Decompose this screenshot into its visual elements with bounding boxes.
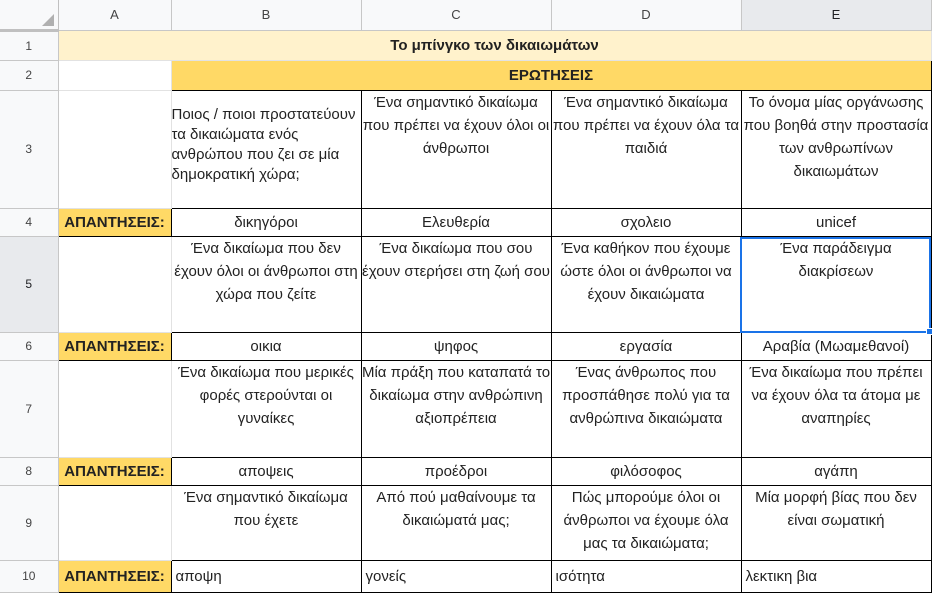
row-header-1[interactable]: 1: [0, 30, 58, 60]
column-header-d[interactable]: D: [551, 0, 741, 30]
corner-triangle-icon: [42, 14, 54, 26]
cell-a9[interactable]: [58, 485, 171, 560]
question-cell[interactable]: Ένα δικαίωμα που μερικές φορές στερούνται οι γυναίκες: [171, 360, 361, 457]
column-header-c[interactable]: C: [361, 0, 551, 30]
answer-cell[interactable]: σχολειο: [551, 208, 741, 236]
question-cell[interactable]: Από πού μαθαίνουμε τα δικαιώματά μας;: [361, 485, 551, 560]
answers-label-cell[interactable]: ΑΠΑΝΤΗΣΕΙΣ:: [58, 208, 171, 236]
row-header-5[interactable]: 5: [0, 236, 58, 332]
cell-a3[interactable]: [58, 90, 171, 208]
answer-cell[interactable]: unicef: [741, 208, 931, 236]
answers-label-cell[interactable]: ΑΠΑΝΤΗΣΕΙΣ:: [58, 560, 171, 592]
answers-label-cell[interactable]: ΑΠΑΝΤΗΣΕΙΣ:: [58, 332, 171, 360]
answer-cell[interactable]: Αραβία (Μωαμεθανοί): [741, 332, 931, 360]
question-cell[interactable]: Ποιος / ποιοι προστατεύουν τα δικαιώματα ενός ανθρώπου που ζει σε μία δημοκρατική χώρα;: [171, 90, 361, 208]
answer-cell[interactable]: ισότητα: [551, 560, 741, 592]
answer-cell[interactable]: ψηφος: [361, 332, 551, 360]
answer-cell[interactable]: φιλόσοφος: [551, 457, 741, 485]
answer-cell[interactable]: αποψη: [171, 560, 361, 592]
row-header-4[interactable]: 4: [0, 208, 58, 236]
cell-a2[interactable]: [58, 60, 171, 90]
row-header-2[interactable]: 2: [0, 60, 58, 90]
column-header-e[interactable]: E: [741, 0, 931, 30]
question-cell[interactable]: Ένα δικαίωμα που σου έχουν στερήσει στη ζωή σου: [361, 236, 551, 332]
answer-cell[interactable]: εργασία: [551, 332, 741, 360]
answer-cell[interactable]: αγάπη: [741, 457, 931, 485]
question-cell-selected[interactable]: Ένα παράδειγμα διακρίσεων: [741, 236, 931, 332]
row-header-3[interactable]: 3: [0, 90, 58, 208]
question-cell[interactable]: Μία μορφή βίας που δεν είναι σωματική: [741, 485, 931, 560]
answer-cell[interactable]: δικηγόροι: [171, 208, 361, 236]
row-header-7[interactable]: 7: [0, 360, 58, 457]
cell-a7[interactable]: [58, 360, 171, 457]
answer-cell[interactable]: γονείς: [361, 560, 551, 592]
select-all-corner[interactable]: [0, 0, 58, 30]
answer-cell[interactable]: λεκτικη βια: [741, 560, 931, 592]
question-cell[interactable]: Ένα σημαντικό δικαίωμα που πρέπει να έχουν όλα τα παιδιά: [551, 90, 741, 208]
question-cell[interactable]: Ένα δικαίωμα που δεν έχουν όλοι οι άνθρωποι στη χώρα που ζείτε: [171, 236, 361, 332]
title-cell[interactable]: Το μπίνγκο των δικαιωμάτων: [58, 30, 931, 60]
row-header-8[interactable]: 8: [0, 457, 58, 485]
row-header-10[interactable]: 10: [0, 560, 58, 592]
question-cell[interactable]: Ένας άνθρωπος που προσπάθησε πολύ για τα ανθρώπινα δικαιώματα: [551, 360, 741, 457]
question-cell[interactable]: Πώς μπορούμε όλοι οι άνθρωποι να έχουμε όλα μας τα δικαιώματα;: [551, 485, 741, 560]
answer-cell[interactable]: Ελευθερία: [361, 208, 551, 236]
question-cell[interactable]: Το όνομα μίας οργάνωσης που βοηθά στην προστασία των ανθρωπίνων δικαιωμάτων: [741, 90, 931, 208]
column-header-b[interactable]: B: [171, 0, 361, 30]
fill-handle[interactable]: [926, 328, 933, 335]
answer-cell[interactable]: αποψεις: [171, 457, 361, 485]
answer-cell[interactable]: προέδροι: [361, 457, 551, 485]
question-cell[interactable]: Ένα σημαντικό δικαίωμα που έχετε: [171, 485, 361, 560]
question-cell[interactable]: Ένα σημαντικό δικαίωμα που πρέπει να έχουν όλοι οι άνθρωποι: [361, 90, 551, 208]
cell-a5[interactable]: [58, 236, 171, 332]
answer-cell[interactable]: οικια: [171, 332, 361, 360]
question-cell[interactable]: Μία πράξη που καταπατά το δικαίωμα στην ανθρώπινη αξιοπρέπεια: [361, 360, 551, 457]
question-cell[interactable]: Ένα καθήκον που έχουμε ώστε όλοι οι άνθρωποι να έχουν δικαιώματα: [551, 236, 741, 332]
row-header-9[interactable]: 9: [0, 485, 58, 560]
questions-header-cell[interactable]: ΕΡΩΤΗΣΕΙΣ: [171, 60, 931, 90]
answers-label-cell[interactable]: ΑΠΑΝΤΗΣΕΙΣ:: [58, 457, 171, 485]
column-header-a[interactable]: A: [58, 0, 171, 30]
question-cell[interactable]: Ένα δικαίωμα που πρέπει να έχουν όλα τα άτομα με αναπηρίες: [741, 360, 931, 457]
row-header-6[interactable]: 6: [0, 332, 58, 360]
